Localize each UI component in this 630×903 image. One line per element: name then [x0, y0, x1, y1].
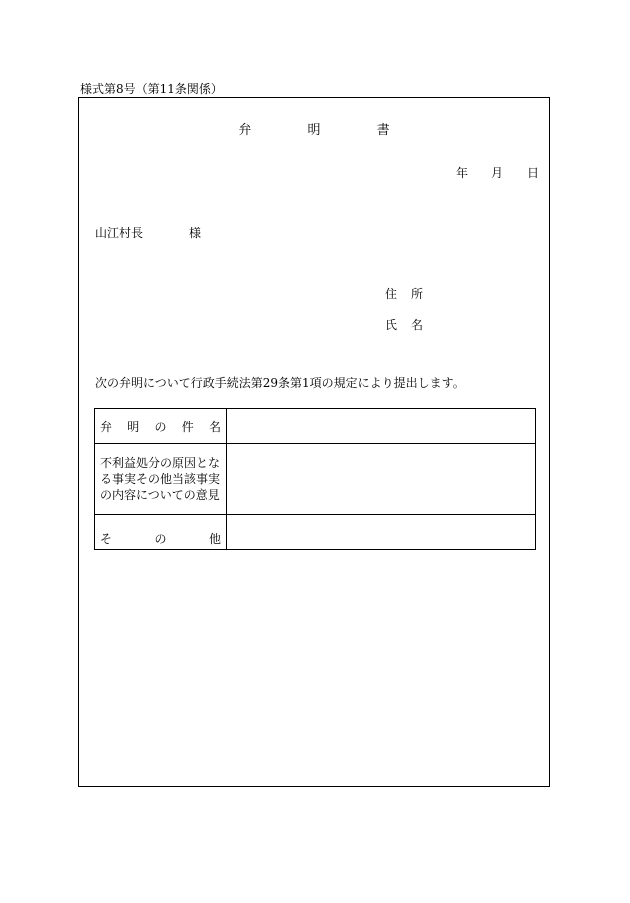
form-frame	[78, 97, 550, 787]
name-char-1: 氏	[385, 318, 398, 332]
date-day: 日	[527, 166, 540, 180]
document-title	[79, 119, 549, 138]
addressee	[95, 224, 202, 241]
title-char-2: 明	[307, 123, 321, 138]
date-month: 月	[491, 166, 504, 180]
date-year: 年	[456, 166, 469, 180]
statement-text: 次の弁明について行政手続法第29条第1項の規定により提出します。	[95, 376, 465, 390]
subject-label-char: 弁	[100, 419, 113, 434]
addressee-honorific: 様	[189, 226, 202, 240]
other-label	[95, 515, 227, 550]
address-char-2: 所	[411, 287, 424, 301]
other-label-char: そ	[100, 532, 113, 546]
subject-label-char: 明	[127, 419, 140, 434]
sender-name-label	[385, 316, 437, 333]
explanation-table	[94, 408, 536, 550]
table-row-opinion	[95, 444, 536, 515]
opinion-label-line-2: る事実その他当該事実	[100, 472, 221, 486]
table-row-subject	[95, 409, 536, 444]
subject-label-char: 名	[208, 419, 221, 434]
opinion-label	[95, 444, 227, 515]
other-label-char: 他	[208, 532, 221, 546]
address-char-1: 住	[385, 287, 398, 301]
addressee-name: 山江村長	[95, 226, 144, 240]
subject-label	[95, 409, 227, 444]
opinion-label-line-3: の内容についての意見	[100, 488, 220, 502]
sender-address-label	[385, 285, 437, 302]
name-char-2: 名	[411, 318, 424, 332]
other-value-cell[interactable]	[227, 515, 536, 550]
table-row-other	[95, 515, 536, 550]
opinion-label-line-1: 不利益処分の原因とな	[100, 456, 221, 470]
opinion-value-cell[interactable]	[227, 444, 536, 515]
title-char-3: 書	[376, 123, 390, 138]
title-char-1: 弁	[238, 123, 252, 138]
subject-value-cell[interactable]	[227, 409, 536, 444]
subject-label-char: の	[154, 419, 167, 434]
form-reference: 様式第8号（第11条関係）	[80, 82, 223, 96]
other-label-char: の	[154, 532, 167, 546]
subject-label-char: 件	[181, 419, 194, 434]
